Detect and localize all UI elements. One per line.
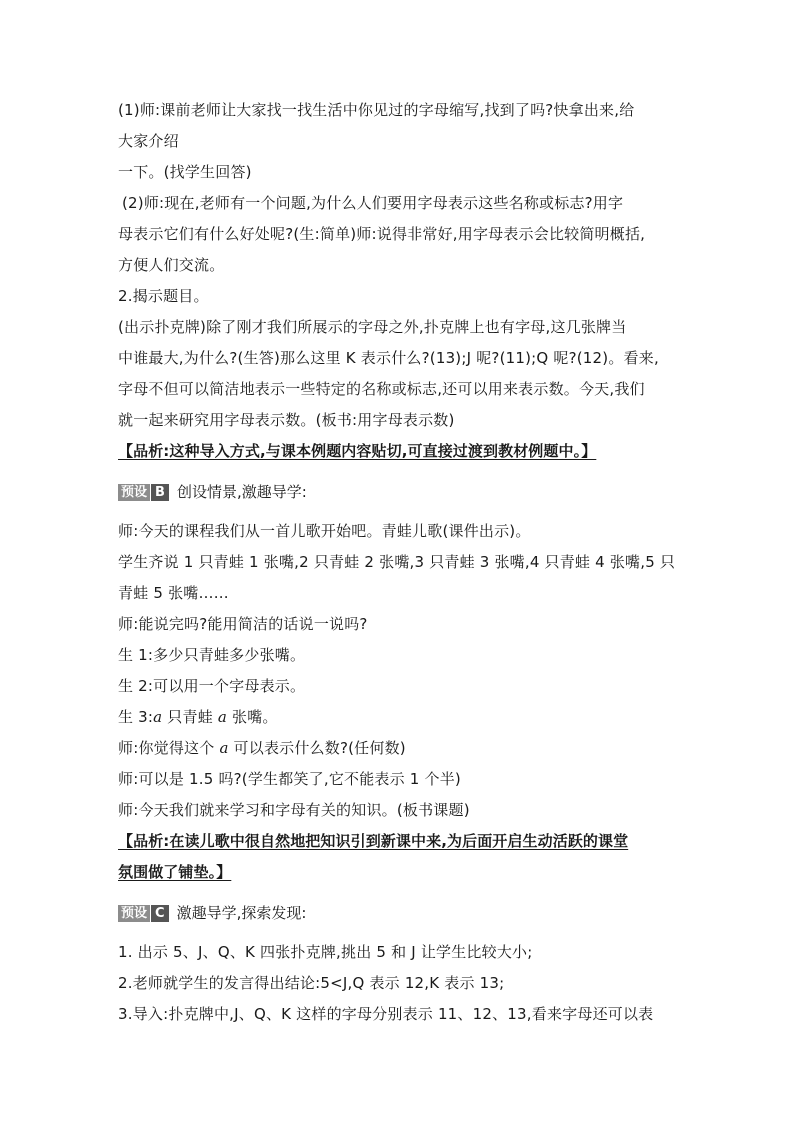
section-2-heading: 2.揭示题目。 xyxy=(118,287,209,305)
preset-c-line-1: 1. 出示 5、J、Q、K 四张扑克牌,挑出 5 和 J 让学生比较大小; xyxy=(118,943,533,961)
preset-b-badge xyxy=(118,484,169,501)
preset-b-badge-text: 预设 xyxy=(118,484,150,501)
analysis-note-1 xyxy=(118,436,678,467)
paragraph-1-line-1: (1)师:课前老师让大家找一找生活中你见过的字母缩写,找到了吗?快拿出来,给 xyxy=(118,101,635,119)
preset-b-line-8-prefix: 师:你觉得这个 xyxy=(118,739,220,757)
variable-a: a xyxy=(153,708,163,726)
preset-c-badge-letter: C xyxy=(151,905,169,922)
paragraph-2-line-2: 母表示它们有什么好处呢?(生:简单)师:说得非常好,用字母表示会比较简明概括, xyxy=(118,225,646,243)
preset-c-line-2: 2.老师就学生的发言得出结论:5<J,Q 表示 12,K 表示 13; xyxy=(118,974,505,992)
preset-b-line-7-middle: 只青蛙 xyxy=(162,708,218,726)
preset-b-line-2: 学生齐说 1 只青蛙 1 张嘴,2 只青蛙 2 张嘴,3 只青蛙 3 张嘴,4 只青蛙 4 张嘴,5 只 xyxy=(118,553,676,571)
section-2-line-2: 中谁最大,为什么?(生答)那么这里 K 表示什么?(13);J 呢?(11);Q 呢?(12)。看来, xyxy=(118,349,659,367)
preset-c-badge xyxy=(118,905,169,922)
preset-b-line-5: 生 1:多少只青蛙多少张嘴。 xyxy=(118,646,306,664)
analysis-note-2-line-1: 【品析:在读儿歌中很自然地把知识引到新课中来,为后面开启生动活跃的课堂 xyxy=(118,832,629,850)
preset-c-header xyxy=(118,898,678,929)
preset-b-line-10: 师:今天我们就来学习和字母有关的知识。(板书课题) xyxy=(118,801,470,819)
preset-b-header xyxy=(118,477,678,508)
preset-b-line-9: 师:可以是 1.5 吗?(学生都笑了,它不能表示 1 个半) xyxy=(118,770,461,788)
preset-b-line-7 xyxy=(118,702,678,733)
paragraph-2-line-1: (2)师:现在,老师有一个问题,为什么人们要用字母表示这些名称或标志?用字 xyxy=(122,194,624,212)
document-page xyxy=(118,95,678,1030)
preset-b-line-7-prefix: 生 3: xyxy=(118,708,154,726)
preset-b-line-3: 青蛙 5 张嘴…… xyxy=(118,584,229,602)
section-2-line-4: 就一起来研究用字母表示数。(板书:用字母表示数) xyxy=(118,411,455,429)
section-2-line-3: 字母不但可以简洁地表示一些特定的名称或标志,还可以用来表示数。今天,我们 xyxy=(118,380,645,398)
paragraph-1-line-3: 一下。(找学生回答) xyxy=(118,163,252,181)
preset-b-line-8-suffix: 可以表示什么数?(任何数) xyxy=(228,739,406,757)
preset-b-line-7-suffix: 张嘴。 xyxy=(227,708,278,726)
preset-c-title: 激趣导学,探索发现: xyxy=(176,904,307,922)
analysis-note-2-line-2: 氛围做了铺垫。】 xyxy=(118,863,232,881)
preset-b-line-4: 师:能说完吗?能用简洁的话说一说吗? xyxy=(118,615,368,633)
preset-c-line-3: 3.导入:扑克牌中,J、Q、K 这样的字母分别表示 11、12、13,看来字母还可以表 xyxy=(118,1005,654,1023)
section-2-line-1: (出示扑克牌)除了刚才我们所展示的字母之外,扑克牌上也有字母,这几张牌当 xyxy=(118,318,627,336)
variable-a: a xyxy=(217,708,228,726)
preset-b-line-1: 师:今天的课程我们从一首儿歌开始吧。青蛙儿歌(课件出示)。 xyxy=(118,522,531,540)
preset-b-badge-letter: B xyxy=(151,484,169,501)
analysis-note-1-text: 【品析:这种导入方式,与课本例题内容贴切,可直接过渡到教材例题中。】 xyxy=(118,442,597,460)
analysis-note-2 xyxy=(118,826,678,888)
paragraph-2-line-3: 方便人们交流。 xyxy=(118,256,225,274)
preset-b-line-6: 生 2:可以用一个字母表示。 xyxy=(118,677,306,695)
paragraph-1-line-2: 大家介绍 xyxy=(118,132,179,150)
preset-c-badge-text: 预设 xyxy=(118,905,150,922)
preset-b-title: 创设情景,激趣导学: xyxy=(176,483,307,501)
variable-a: a xyxy=(219,739,229,757)
preset-b-line-8 xyxy=(118,733,678,764)
